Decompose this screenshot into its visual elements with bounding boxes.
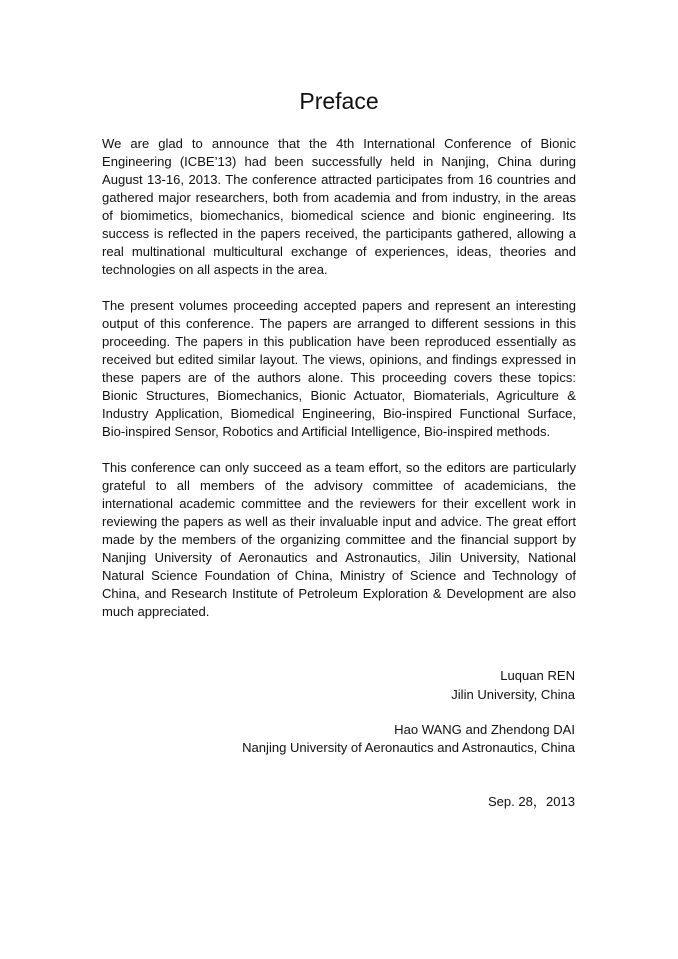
paragraph-intro: We are glad to announce that the 4th International Conference of Bionic Engineering (ICBE’13) had been successfully held in Nanjing, China during August 13-16, 2013. The conference attracted participates from 16 countries and gathered major researchers, both from academia and from industry, in the areas of biomimetics, biomechanics, biomedical science and bionic engineering. Its success is reflected in the papers received, the participants gathered, allowing a real multinational multicultural exchange of experiences, ideas, theories and technologies on all aspects in the area. (102, 136, 576, 277)
signature-name-2: Hao WANG and Zhendong DAI (394, 722, 575, 737)
page-title: Preface (299, 88, 379, 114)
signature-name-1: Luquan REN (500, 668, 575, 683)
paragraph-topics: The present volumes proceeding accepted papers and represent an interesting output of this conference. The papers are arranged to different sessions in this proceeding. The papers in this publication have been reproduced essentially as received but edited similar layout. The views, opinions, and findings expressed in these papers are of the authors alone. This proceeding covers these topics: Bionic Structures, Biomechanics, Bionic Actuator, Biomaterials, Agriculture & Industry Application, Biomedical Engineering, Bio-inspired Functional Surface, Bio-inspired Sensor, Robotics and Artificial Intelligence, Bio-inspired methods. (102, 298, 576, 439)
paragraph-acknowledgements: This conference can only succeed as a team effort, so the editors are particularly grateful to all members of the advisory committee of academicians, the international academic committee and the reviewers for their excellent work in reviewing the papers as well as their invaluable input and advice. The great effort made by the members of the organizing committee and the financial support by Nanjing University of Aeronautics and Astronautics, Jilin University, National Natural Science Foundation of China, Ministry of Science and Technology of China, and Research Institute of Petroleum Exploration & Development are also much appreciated. (102, 460, 576, 619)
signature-affiliation-2: Nanjing University of Aeronautics and Astronautics, China (242, 740, 575, 755)
preface-body (102, 135, 576, 639)
signature-date: Sep. 28，2013 (487, 794, 575, 809)
signature-affiliation-1: Jilin University, China (451, 687, 575, 702)
